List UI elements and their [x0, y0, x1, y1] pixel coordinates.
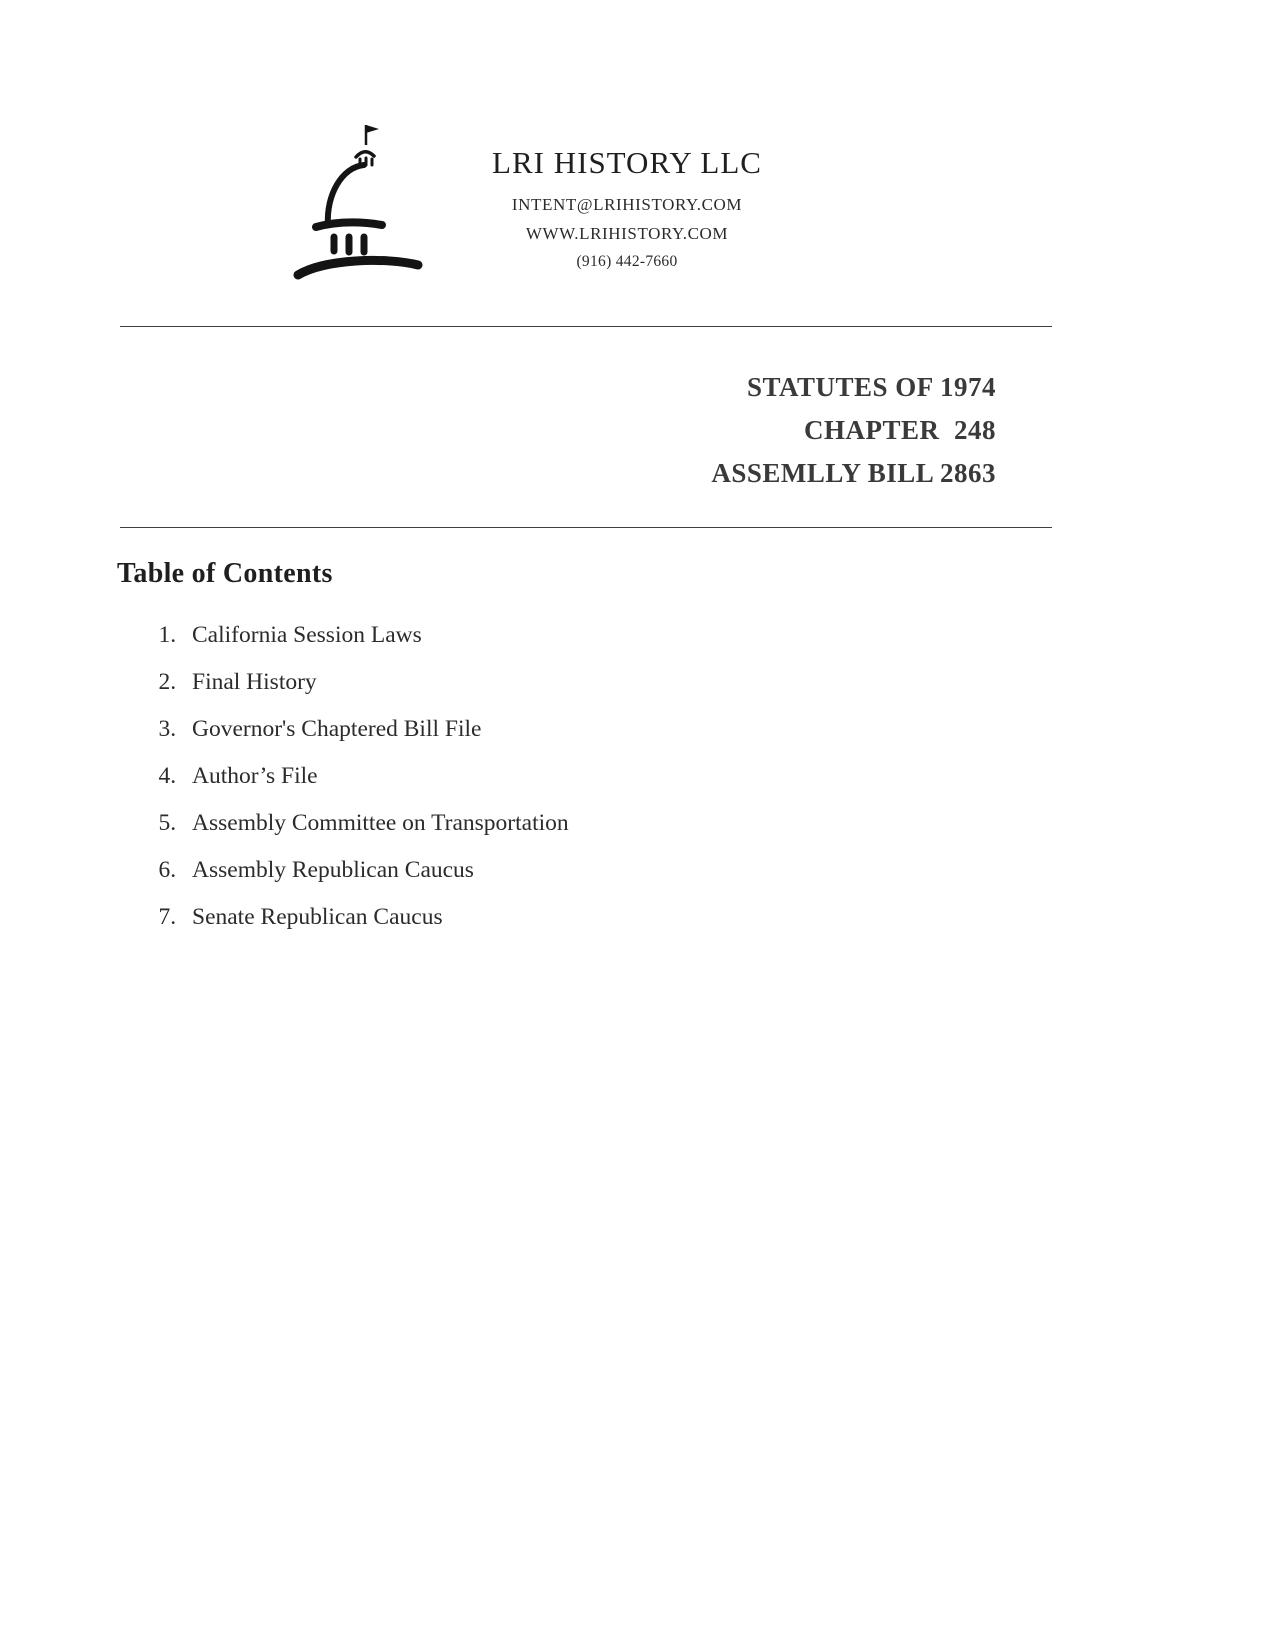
letterhead-text	[472, 145, 782, 280]
letterhead	[290, 125, 782, 285]
toc-item: 2. Final History	[182, 669, 952, 695]
toc-item: 5. Assembly Committee on Transportation	[182, 810, 952, 836]
bottom-divider	[120, 527, 1052, 528]
company-email: INTENT@LRIHISTORY.COM	[511, 195, 743, 214]
toc-item: 4. Author’s File	[182, 763, 952, 789]
statute-title-block	[400, 366, 996, 495]
toc-item: 1. California Session Laws	[182, 622, 952, 648]
toc-item: 6. Assembly Republican Caucus	[182, 857, 952, 883]
top-divider	[120, 326, 1052, 327]
toc-heading: Table of Contents	[117, 558, 333, 589]
company-phone: (916) 442-7660	[576, 253, 678, 270]
toc-item: 3. Governor's Chaptered Bill File	[182, 716, 952, 742]
capitol-building-logo-icon	[290, 125, 440, 285]
assembly-bill-line: ASSEMLLY BILL 2863	[711, 458, 996, 488]
toc-item: 7. Senate Republican Caucus	[182, 904, 952, 930]
statutes-year-line: STATUTES OF 1974	[746, 372, 996, 402]
company-website: WWW.LRIHISTORY.COM	[525, 224, 729, 243]
chapter-line: CHAPTER 248	[803, 415, 996, 445]
company-name: LRI HISTORY LLC	[492, 145, 762, 180]
toc-list	[152, 622, 952, 951]
